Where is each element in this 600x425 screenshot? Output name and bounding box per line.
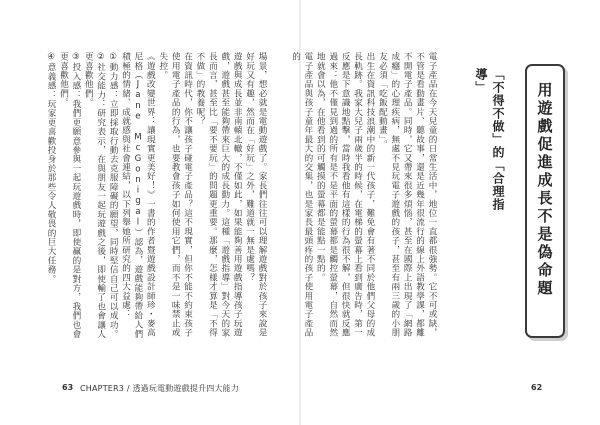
right-page-number: 62: [531, 383, 543, 392]
left-running-head: CHAPTER3 / 透過玩電動遊戲提升四大能力: [80, 384, 240, 393]
chapter-title: 用遊戲促進成長不是偽命題: [535, 82, 554, 298]
left-page-number: 63: [62, 383, 74, 392]
left-page-body-text: 場景，想必就是電動遊戲了。家長們往往可以理解遊戲對於孩子來說是好玩又有趣，然而在「好玩」之外，難道就一無是處嗎？ 遊戲與成長並非南轅北轍，不僅如此，如果能夠善用遊戲指導孩子玩遊戲，遊戲甚至能夠帶來巨大的成長動力。這種「遊戲指導」對今天的家長而言，甚至比「要不要玩」的問題更重要。那麼，怎樣才算是「不得不做」的教養呢？ 在資訊時代，你不讓孩子碰電子產品？這不現實，但你不能不約束孩子使用電子產品的行為，也要教會孩子如何使用它們，而不是一味禁止或失控。 《遊戲改變世界：讓現實更美好！》一書的作者暨遊戲設計師珍・麥高尼格（Jane McGonigal）認為，遊戲能夠帶給人們積極的情緒、成就感與社會連結，以下列舉她所研究的四大益處： ①動力感：立即採取行動去克服障礙的願望，同時堅信自己可以成功。 ②社交能力：研究表示，在與朋友一起玩遊戲之後，即使輸了也會讓人更喜歡他們。 ③投入感：我們更願意參與一起玩遊戲時，即使贏的是對方，我們也會更喜歡他們。 ④意義感：玩家更喜歡投身於那些令人敬畏的巨大任務。: [46, 52, 267, 339]
section-subtitle: 「不得不做」的「合理指導」: [474, 68, 505, 211]
chapter-title-banner: [525, 64, 565, 338]
page-gutter: [299, 0, 301, 425]
right-page-body-text: 電子產品在今天兒童的日常生活中，地位一直都很強勢。它不可或缺，不管是看動畫片、聽故事，還是近幾年很流行的線上外語教學課，都離不開電子產品。同時，它又帶來很多煩惱，甚至在國際上出現了「網路成癮」的心理疾病，無處不見玩電子遊戲的孩子，甚至有兩三歲的小朋友必須「吃飯配動畫」。 出生在資訊科技浪潮中的新一代孩子，難免會有著不同於他們父母的成長軌跡。我家大兒子兩歲半的時候，在電梯的螢幕上看到廣告時，第一反應是下意識地點擊，當時我看他有這樣的行為很不解，但很快就反應過來：他不僅見到過的所有是不是平面的螢幕都是觸控螢幕，自然而然地就會以為，在他看到的可觸摸的螢幕都是能點一點的。 電子產品與孩子童年最大的交集，也是家長最頭疼的孩子使用電子產品的: [290, 52, 437, 338]
